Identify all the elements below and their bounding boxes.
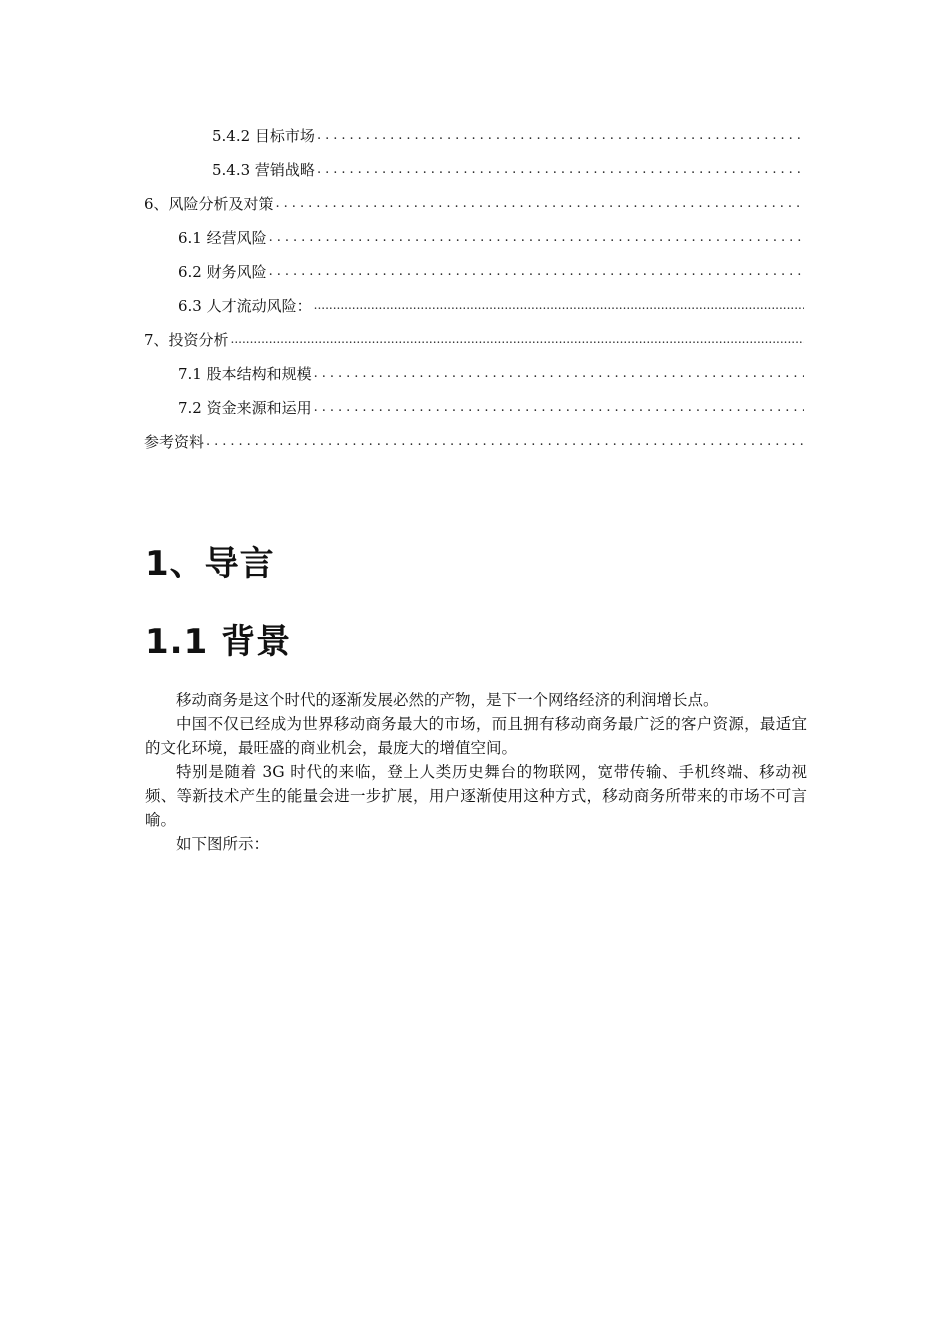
toc-dot-leader — [314, 400, 804, 415]
body-text — [145, 688, 807, 856]
toc-entry-6-2[interactable] — [144, 254, 804, 288]
toc-entry-6[interactable] — [144, 186, 804, 220]
toc-entry-5-4-3[interactable] — [144, 152, 804, 186]
toc-entry-6-1[interactable] — [144, 220, 804, 254]
toc-entry-label: 7.1 股本结构和规模 — [178, 364, 312, 383]
toc-dot-leader — [269, 264, 804, 279]
toc-dot-leader — [269, 230, 804, 245]
toc-entry-label: 7.2 资金来源和运用 — [178, 398, 312, 417]
section-heading-introduction: 1、导言 — [145, 544, 275, 584]
toc-entry-label: 5.4.2 目标市场 — [212, 126, 315, 145]
toc-dot-leader — [317, 162, 804, 177]
paragraph: 如下图所示： — [176, 835, 270, 853]
toc-entry-5-4-2[interactable] — [144, 118, 804, 152]
toc-entry-6-3[interactable] — [144, 288, 804, 322]
toc-entry-label: 6、风险分析及对策 — [144, 194, 274, 213]
subsection-heading-background: 1.1 背景 — [145, 622, 292, 662]
toc-dot-leader — [314, 366, 804, 381]
toc-entry-7[interactable] — [144, 322, 804, 356]
toc-entry-label: 7、投资分析 — [144, 330, 229, 349]
toc-entry-references[interactable] — [144, 424, 804, 458]
paragraph: 移动商务是这个时代的逐渐发展必然的产物，是下一个网络经济的利润增长点。 — [176, 691, 719, 709]
toc-entry-label: 6.3 人才流动风险： — [178, 296, 312, 315]
toc-dot-leader — [276, 196, 804, 211]
toc-entry-label: 参考资料 — [144, 432, 205, 451]
toc-dot-leader — [231, 332, 804, 346]
toc-entry-label: 6.1 经营风险 — [178, 228, 267, 247]
toc-entry-label: 5.4.3 营销战略 — [212, 160, 315, 179]
table-of-contents — [144, 118, 804, 458]
toc-dot-leader — [206, 434, 804, 449]
toc-entry-label: 6.2 财务风险 — [178, 262, 267, 281]
toc-dot-leader — [317, 128, 804, 143]
toc-entry-7-1[interactable] — [144, 356, 804, 390]
toc-dot-leader — [314, 298, 804, 312]
paragraph: 特别是随着 3G 时代的来临，登上人类历史舞台的物联网，宽带传输、手机终端、移动视频、等新技术产生的能量会进一步扩展，用户逐渐使用这种方式，移动商务所带来的市场不可言喻。 — [145, 763, 807, 829]
toc-entry-7-2[interactable] — [144, 390, 804, 424]
paragraph: 中国不仅已经成为世界移动商务最大的市场，而且拥有移动商务最广泛的客户资源，最适宜的文化环境，最旺盛的商业机会，最庞大的增值空间。 — [145, 715, 807, 757]
